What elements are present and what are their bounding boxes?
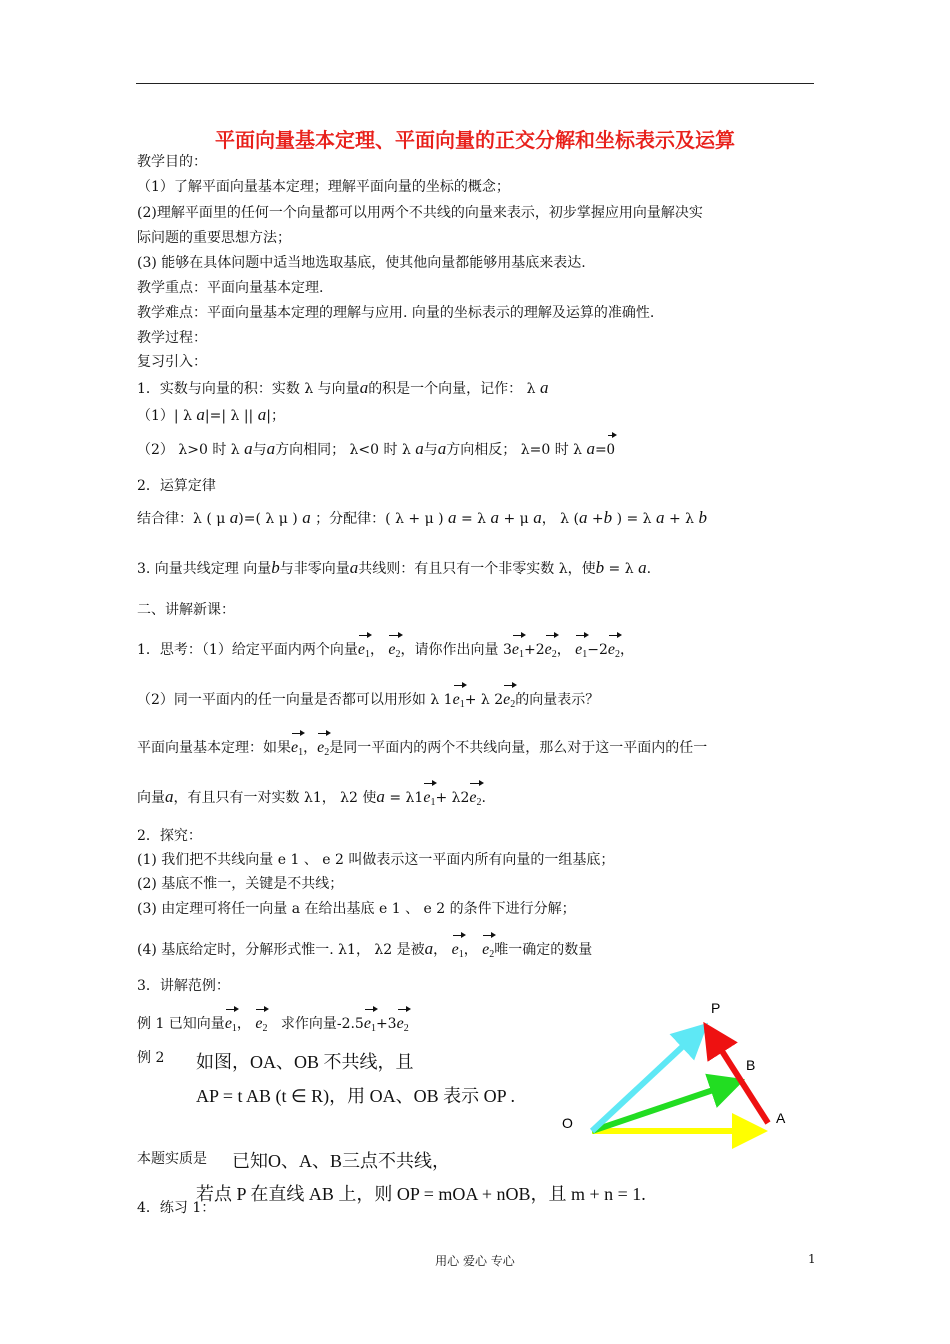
label-b: B	[746, 1057, 756, 1073]
explore-1: (1) 我们把不共线向量 e 1 、 e 2 叫做表示这一平面内所有向量的一组基底；	[137, 852, 615, 868]
difficulty: 教学难点：平面向量基本定理的理解与应用. 向量的坐标表示的理解及运算的准确性.	[137, 305, 655, 321]
explore-heading: 2．探究：	[137, 828, 202, 844]
example-1: 例 1 已知向量$e_1$， $e_2$ 求作向量$-2.5e_1+3e_2$	[137, 1006, 409, 1039]
goals-heading: 教学目的：	[137, 154, 207, 170]
think-1: 1．思考：（1）给定平面内两个向量$e_1$， $e_2$，请你作出向量 $3e_1+2e_2$， $e_1-2e_2$，	[137, 632, 634, 665]
goal-2a: (2)理解平面里的任何一个向量都可以用两个不共线的向量来表示，初步掌握应用向量解决实	[137, 205, 703, 221]
essence-line-1: 已知O、A、B三点不共线，	[232, 1151, 451, 1171]
process-heading: 教学过程：	[137, 330, 207, 346]
goal-1: （1）了解平面向量基本定理；理解平面向量的坐标的概念；	[137, 179, 510, 195]
footer: 用心 爱心 专心	[435, 1254, 515, 1268]
item-1-2: （2） λ>0 时 λ a与a方向相同； λ<0 时 λ a与a方向相反； λ=0 时 λ a=0	[137, 432, 615, 460]
theorem-line-2: 向量a，有且只有一对实数 λ1， λ2 使$a = \lambda 1e_1+ \lambda 2e_2$.	[137, 780, 486, 813]
practice-heading: 4．练习 1：	[137, 1200, 216, 1216]
item-2: 2．运算定律	[137, 478, 216, 494]
page-number: 1	[808, 1252, 816, 1266]
label-p: P	[711, 1000, 721, 1016]
item-3: 3. 向量共线定理 向量b与非零向量a共线则：有且只有一个非零实数 λ，使b = λ a.	[137, 558, 652, 577]
item-1-1: （1）| λ a|=| λ || a|；	[137, 405, 285, 424]
goal-2b: 际问题的重要思想方法；	[137, 230, 291, 246]
vector-diagram	[550, 995, 800, 1155]
explore-4: (4) 基底给定时，分解形式惟一. λ1， λ2 是被a， $e_1$， $e_2$唯一确定的数量	[137, 932, 592, 965]
examples-heading: 3．讲解范例：	[137, 978, 230, 994]
review-heading: 复习引入：	[137, 354, 207, 370]
section-2: 二、讲解新课：	[137, 602, 235, 618]
explore-2: (2) 基底不惟一，关键是不共线；	[137, 876, 344, 892]
example-2-line-2: AP = t AB (t ∈ R)，用 OA、OB 表示 OP .	[196, 1086, 516, 1106]
page-title: 平面向量基本定理、平面向量的正交分解和坐标表示及运算	[215, 128, 735, 152]
essence-label: 本题实质是	[137, 1151, 207, 1167]
item-1: 1．实数与向量的积：实数 λ 与向量a的积是一个向量，记作： λ a	[137, 378, 549, 397]
vector-ap	[713, 1037, 768, 1123]
label-o: O	[562, 1115, 573, 1131]
laws: 结合律：λ ( μ a)=( λ μ ) a ；分配律：( λ + μ ) a = λ a + μ a， λ (a +b ) = λ a + λ b	[137, 508, 707, 527]
header-rule	[136, 83, 814, 84]
think-2: （2）同一平面内的任一向量是否都可以用形如 λ $1e_1+ \lambda$ $2e_2$的向量表示？	[137, 682, 599, 715]
example-2-line-1: 如图，OA、OB 不共线，且	[196, 1052, 414, 1072]
example-2-label: 例 2	[137, 1050, 165, 1066]
essence-line-2: 若点 P 在直线 AB 上，则 OP = mOA + nOB，且 m + n = 1.	[196, 1184, 646, 1204]
key-point: 教学重点：平面向量基本定理.	[137, 280, 324, 296]
label-a: A	[776, 1110, 786, 1126]
explore-3: (3) 由定理可将任一向量 a 在给出基底 e 1 、 e 2 的条件下进行分解；	[137, 901, 576, 917]
goal-3: (3) 能够在具体问题中适当地选取基底，使其他向量都能够用基底来表达.	[137, 255, 586, 271]
theorem-line-1: 平面向量基本定理：如果$e_1$，$e_2$是同一平面内的两个不共线向量，那么对于这一平面内的任一	[137, 730, 707, 763]
